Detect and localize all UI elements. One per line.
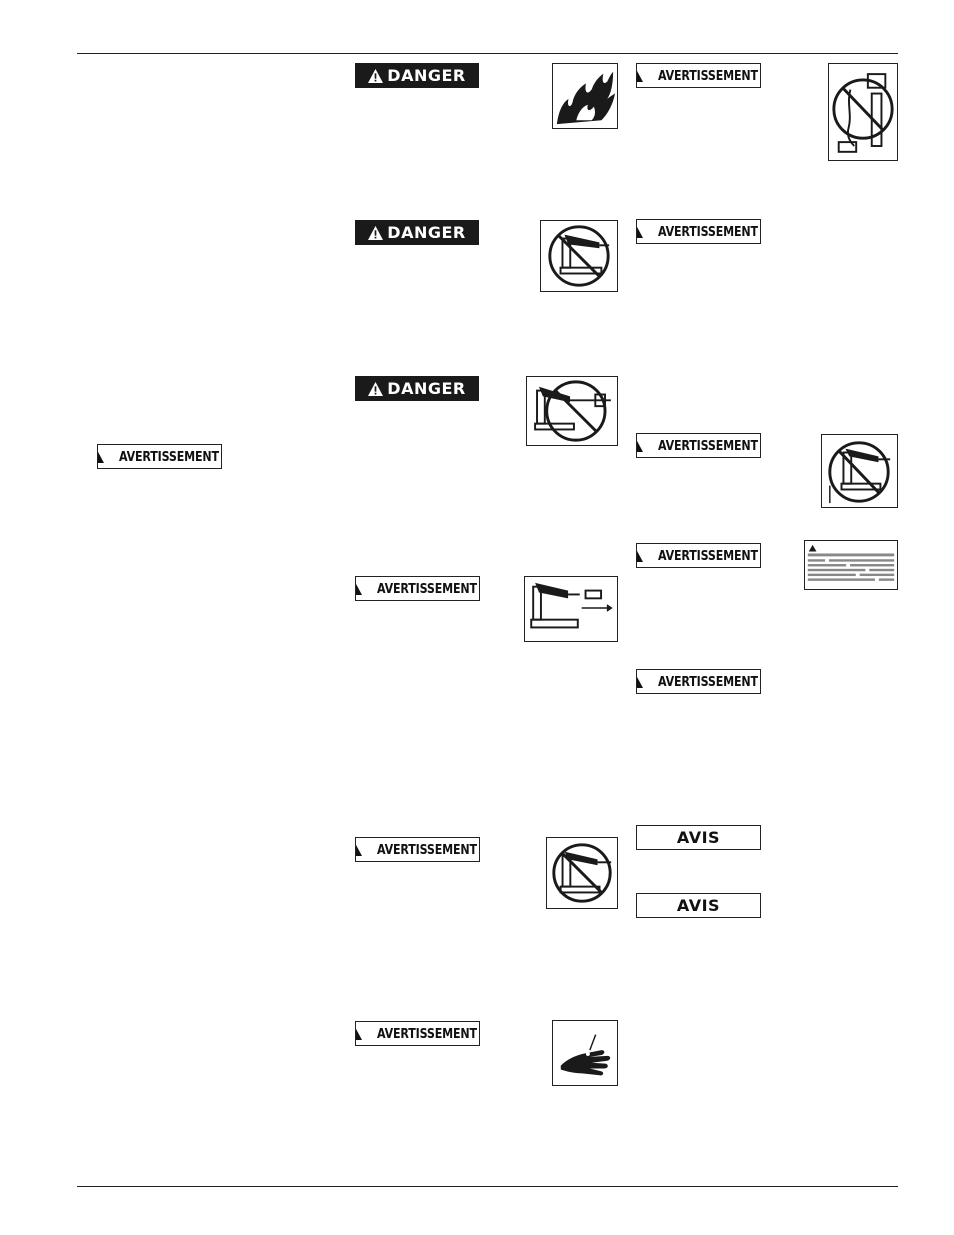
notice-label-1: AVIS bbox=[636, 825, 761, 850]
warning-label-right-1: AVERTISSEMENT bbox=[636, 63, 761, 88]
no-compressor-icon bbox=[828, 63, 898, 161]
alert-triangle-icon bbox=[636, 69, 643, 82]
alert-triangle-icon bbox=[368, 226, 383, 240]
warning-label-right-5: AVERTISSEMENT bbox=[636, 669, 761, 694]
bottom-rule bbox=[77, 1186, 898, 1187]
alert-triangle-icon bbox=[636, 439, 643, 452]
no-oxygen-supply-icon bbox=[526, 376, 618, 446]
warning-label-right-3: AVERTISSEMENT bbox=[636, 433, 761, 458]
warning-label-right-2: AVERTISSEMENT bbox=[636, 219, 761, 244]
danger-label-2: DANGER bbox=[355, 220, 479, 245]
danger-label-1: DANGER bbox=[355, 63, 479, 88]
warning-label-right-4: AVERTISSEMENT bbox=[636, 543, 761, 568]
danger-label-3: DANGER bbox=[355, 376, 479, 401]
hand-injury-icon bbox=[552, 1020, 618, 1086]
alert-triangle-icon bbox=[368, 69, 383, 83]
warning-label-mid-2: AVERTISSEMENT bbox=[355, 837, 480, 862]
warning-label-mid-1: AVERTISSEMENT bbox=[355, 576, 480, 601]
warning-label-mid-3: AVERTISSEMENT bbox=[355, 1021, 480, 1046]
top-rule bbox=[77, 53, 898, 54]
disconnect-air-icon bbox=[524, 576, 618, 642]
alert-triangle-icon bbox=[355, 1027, 362, 1040]
warning-label-left: AVERTISSEMENT bbox=[97, 444, 222, 469]
alert-triangle-icon bbox=[368, 382, 383, 396]
no-modify-tool-icon bbox=[540, 220, 618, 292]
alert-triangle-icon bbox=[636, 675, 643, 688]
no-hose-carry-icon bbox=[546, 837, 618, 909]
alert-triangle-icon bbox=[355, 582, 362, 595]
alert-triangle-icon bbox=[355, 843, 362, 856]
warning-label-icon bbox=[804, 540, 898, 590]
alert-triangle-icon bbox=[636, 549, 643, 562]
alert-triangle-icon bbox=[97, 450, 104, 463]
alert-triangle-icon bbox=[636, 225, 643, 238]
notice-label-2: AVIS bbox=[636, 893, 761, 918]
fire-icon bbox=[552, 63, 618, 129]
no-contact-trip-icon bbox=[821, 434, 898, 508]
